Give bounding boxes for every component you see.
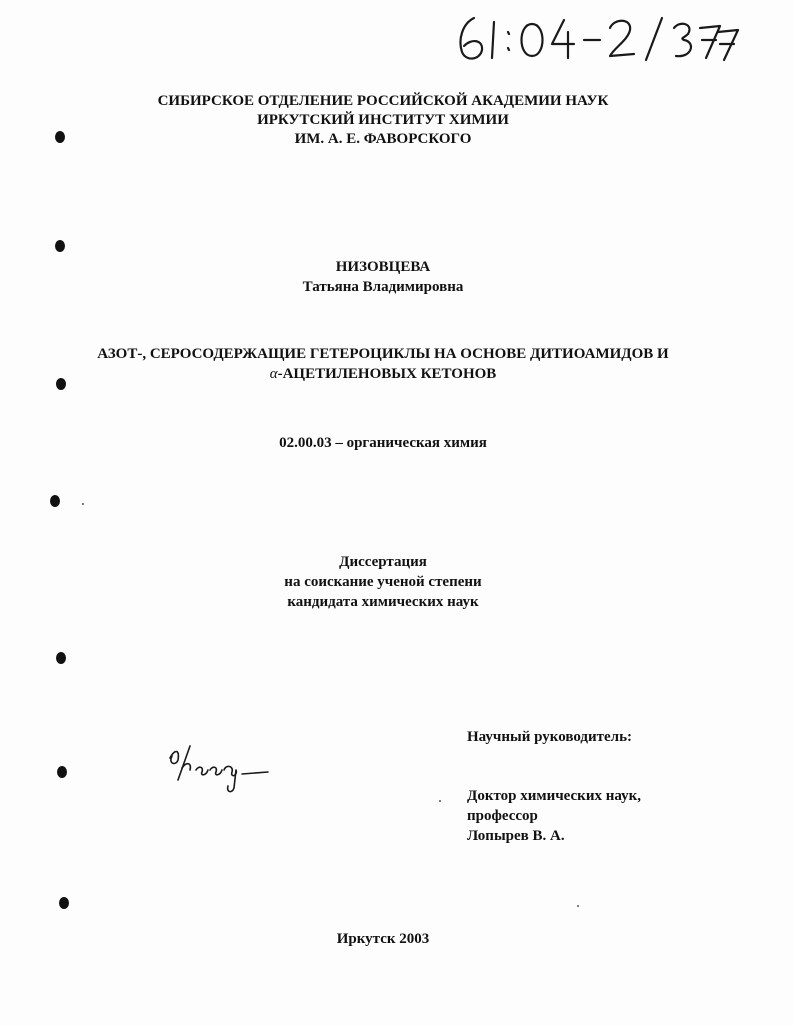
punch-hole-5 xyxy=(56,652,66,664)
supervisor-heading: Научный руководитель: xyxy=(467,729,632,745)
scan-speck-1 xyxy=(82,503,84,505)
dissertation-type-block xyxy=(0,552,780,612)
author-given-names: Татьяна Владимировна xyxy=(302,279,464,295)
punch-hole-7 xyxy=(59,897,69,909)
dissertation-line-2: на соискание ученой степени xyxy=(284,574,482,590)
signature-drawing xyxy=(160,740,280,800)
specialty-code xyxy=(0,433,780,453)
dissertation-line-3: кандидата химических наук xyxy=(287,594,479,610)
title-line-2-rest: -АЦЕТИЛЕНОВЫХ КЕТОНОВ xyxy=(277,366,497,382)
alpha-symbol: α xyxy=(269,366,278,382)
city-year xyxy=(0,929,780,949)
author-surname: НИЗОВЦЕВА xyxy=(335,259,431,275)
supervisor-details-block xyxy=(467,786,641,846)
archive-stamp-handwritten xyxy=(452,10,742,66)
organization-line-3: ИМ. А. Е. ФАВОРСКОГО xyxy=(294,131,472,147)
author-block xyxy=(0,257,780,297)
organization-line-1: СИБИРСКОЕ ОТДЕЛЕНИЕ РОССИЙСКОЙ АКАДЕМИИ НАУК xyxy=(157,93,609,109)
punch-hole-2 xyxy=(55,240,65,252)
scan-speck-2 xyxy=(439,800,441,802)
specialty-text: 02.00.03 – органическая химия xyxy=(279,435,487,451)
scan-speck-3 xyxy=(577,905,579,907)
dissertation-title xyxy=(0,344,780,384)
punch-hole-3 xyxy=(56,378,66,390)
punch-hole-4 xyxy=(50,495,60,507)
punch-hole-1 xyxy=(55,131,65,143)
supervisor-rank: профессор xyxy=(467,808,538,824)
city-year-text: Иркутск 2003 xyxy=(336,931,430,947)
supervisor-heading-block xyxy=(467,727,632,747)
organization-block xyxy=(0,92,780,149)
title-line-1: АЗОТ-, СЕРОСОДЕРЖАЩИЕ ГЕТЕРОЦИКЛЫ НА ОСНОВЕ ДИТИОАМИДОВ И xyxy=(97,346,669,362)
archive-stamp-drawing xyxy=(452,10,742,66)
handwritten-signature xyxy=(160,740,280,800)
title-line-2 xyxy=(0,364,780,384)
supervisor-name: Лопырев В. А. xyxy=(467,828,565,844)
dissertation-line-1: Диссертация xyxy=(339,554,427,570)
punch-hole-6 xyxy=(57,766,67,778)
organization-line-2: ИРКУТСКИЙ ИНСТИТУТ ХИМИИ xyxy=(257,112,509,128)
supervisor-degree: Доктор химических наук, xyxy=(467,788,641,804)
